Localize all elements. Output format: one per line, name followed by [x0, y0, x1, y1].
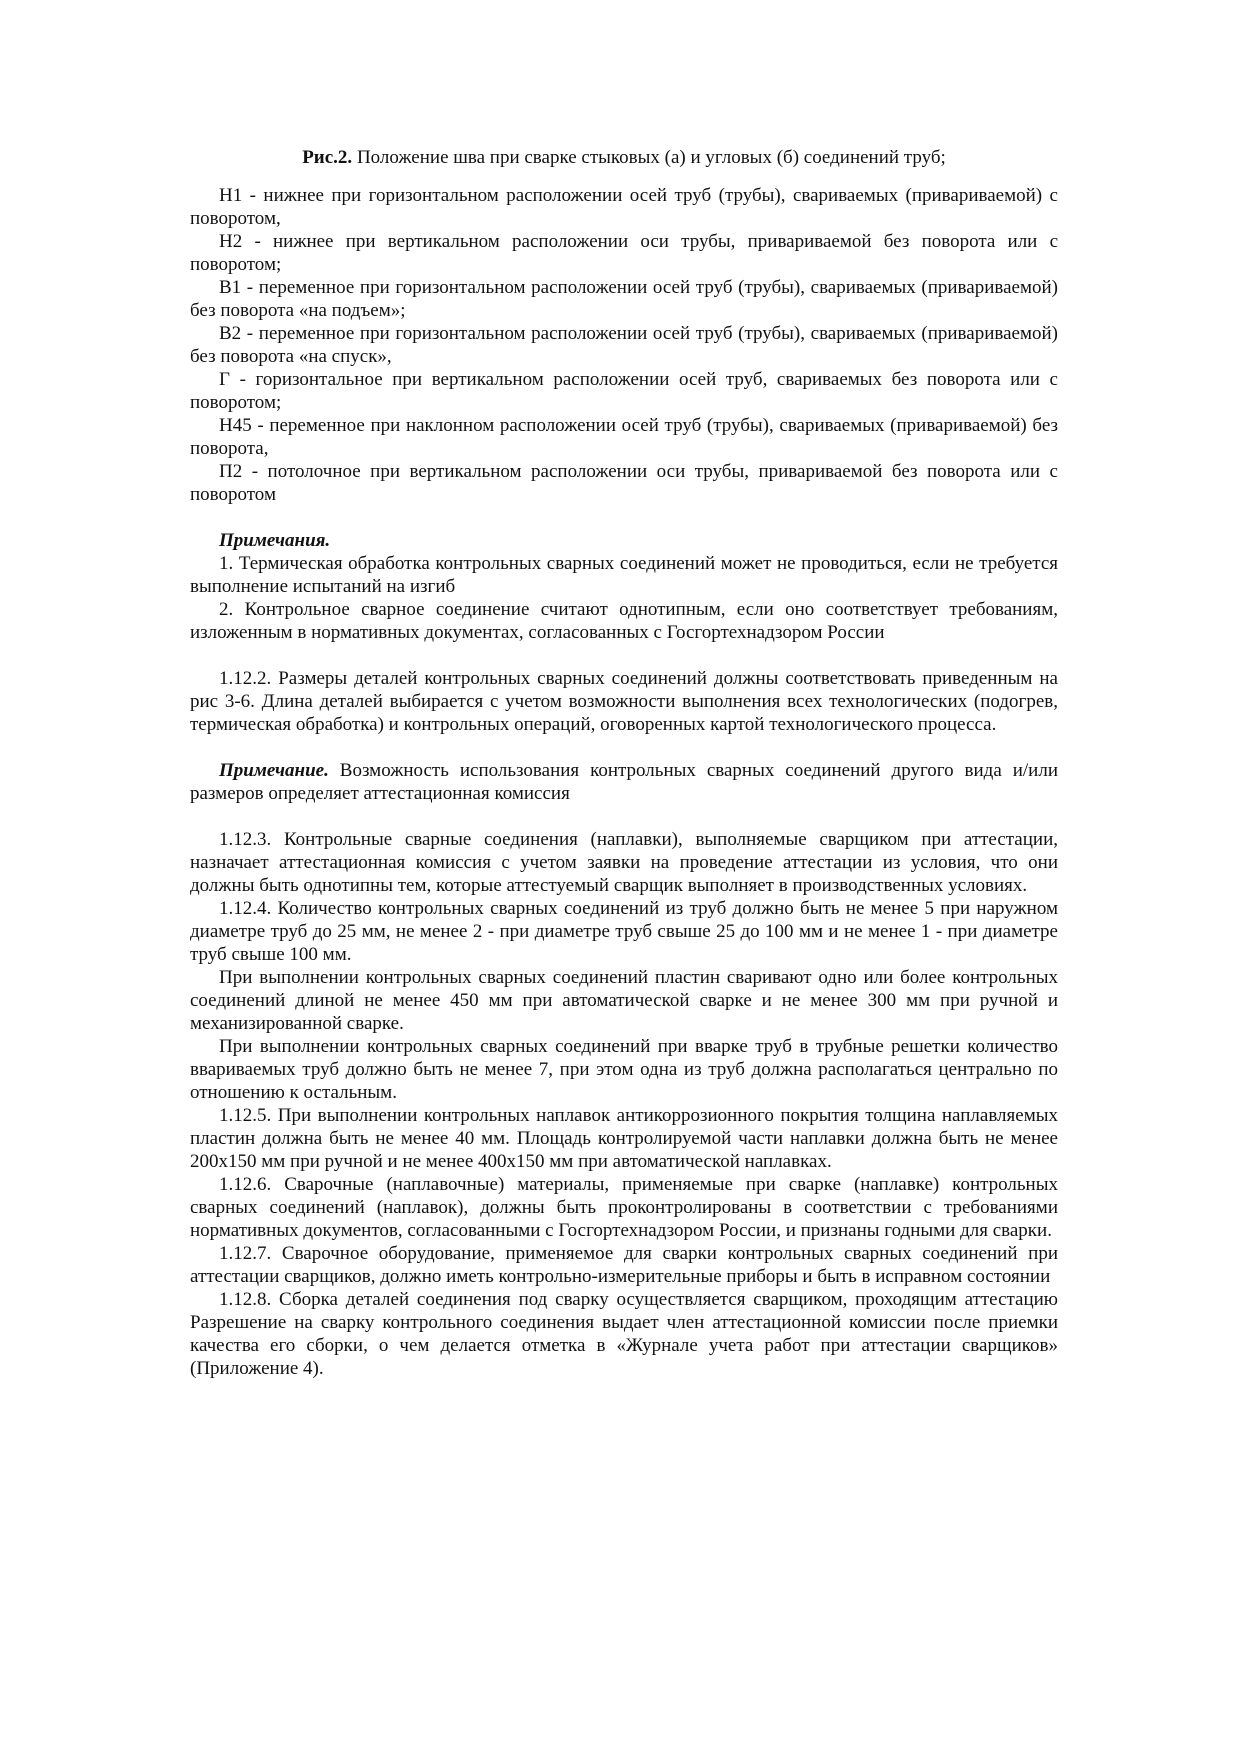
position-p2: П2 - потолочное при вертикальном расположении оси трубы, привариваемой без поворота или с поворотом [190, 461, 1058, 505]
position-g: Г - горизонтальное при вертикальном расположении осей труб, свариваемых без поворота или с поворотом; [190, 369, 1058, 413]
section-1-12-3: 1.12.3. Контрольные сварные соединения (наплавки), выполняемые сварщиком при аттестации, назначает аттестационная комиссия с учетом заявки на проведение аттестации из условия, что они должны быть однотипны тем, которые аттестуемый сварщик выполняет в производственных условиях. [190, 829, 1058, 896]
section-1-12-8: 1.12.8. Сборка деталей соединения под сварку осуществляется сварщиком, проходящим аттестацию Разрешение на сварку контрольного соединения выдает член аттестационной комиссии после приемки качества его сборки, о чем делается отметка в «Журнале учета работ при аттестации сварщиков» (Приложение 4). [190, 1289, 1058, 1379]
section-plates-paragraph: При выполнении контрольных сварных соединений пластин сваривают одно или более контрольных соединений длиной не менее 450 мм при автоматической сварке и не менее 300 мм при ручной и механизированной сварке. [190, 967, 1058, 1034]
note-item-1: 1. Термическая обработка контрольных сварных соединений может не проводиться, если не требуется выполнение испытаний на изгиб [190, 553, 1058, 597]
position-h45: Н45 - переменное при наклонном расположении осей труб (трубы), свариваемых (привариваемой) без поворота, [190, 415, 1058, 459]
position-h1: Н1 - нижнее при горизонтальном расположении осей труб (трубы), свариваемых (привариваемой) с поворотом, [190, 185, 1058, 229]
spacer [190, 506, 1058, 529]
note-single [190, 759, 1058, 805]
section-1-12-4: 1.12.4. Количество контрольных сварных соединений из труб должно быть не менее 5 при наружном диаметре труб до 25 мм, не менее 2 - при диаметре труб свыше 25 до 100 мм и не менее 1 - при диаметре труб свыше 100 мм. [190, 898, 1058, 965]
notes-block [190, 529, 1058, 644]
note-item-2: 2. Контрольное сварное соединение считают однотипным, если оно соответствует требованиям, изложенным в нормативных документах, согласованных с Госгортехнадзором России [190, 599, 1058, 643]
notes-title: Примечания. [219, 530, 331, 551]
note-single-lead: Примечание. [219, 760, 329, 781]
document-page [190, 146, 1058, 1380]
figure-caption-text: Положение шва при сварке стыковых (а) и угловых (б) соединений труб; [352, 147, 946, 168]
spacer [190, 644, 1058, 667]
position-v2: В2 - переменное при горизонтальном расположении осей труб (трубы), свариваемых (привариваемой) без поворота «на спуск», [190, 323, 1058, 367]
section-1-12-2: 1.12.2. Размеры деталей контрольных сварных соединений должны соответствовать приведенным на рис 3-6. Длина деталей выбирается с учетом возможности выполнения всех технологических (подогрев, термическая обработка) и контрольных операций, оговоренных картой технологического процесса. [190, 668, 1058, 735]
section-tube-sheet-paragraph: При выполнении контрольных сварных соединений при вварке труб в трубные решетки количество ввариваемых труб должно быть не менее 7, при этом одна из труб должна располагаться центрально по отношению к остальным. [190, 1036, 1058, 1103]
sections-block [190, 828, 1058, 1380]
figure-caption-label: Рис.2. [302, 147, 353, 168]
weld-positions-list [190, 184, 1058, 506]
section-1-12-6: 1.12.6. Сварочные (наплавочные) материалы, применяемые при сварке (наплавке) контрольных сварных соединений (наплавок), должны быть проконтролированы в соответствии с требованиями нормативных документов, согласованными с Госгортехнадзором России, и признаны годными для сварки. [190, 1174, 1058, 1241]
spacer [190, 805, 1058, 828]
position-h2: Н2 - нижнее при вертикальном расположении оси трубы, привариваемой без поворота или с поворотом; [190, 231, 1058, 275]
spacer [190, 736, 1058, 759]
note-single-text: Возможность использования контрольных сварных соединений другого вида и/или размеров определяет аттестационная комиссия [190, 760, 1058, 804]
position-v1: В1 - переменное при горизонтальном расположении осей труб (трубы), свариваемых (привариваемой) без поворота «на подъем»; [190, 277, 1058, 321]
section-1-12-7: 1.12.7. Сварочное оборудование, применяемое для сварки контрольных сварных соединений при аттестации сварщиков, должно иметь контрольно-измерительные приборы и быть в исправном состоянии [190, 1243, 1058, 1287]
figure-caption [190, 146, 1058, 169]
section-1-12-5: 1.12.5. При выполнении контрольных наплавок антикоррозионного покрытия толщина наплавляемых пластин должна быть не менее 40 мм. Площадь контролируемой части наплавки должна быть не менее 200x150 мм при ручной и не менее 400x150 мм при автоматической наплавках. [190, 1105, 1058, 1172]
